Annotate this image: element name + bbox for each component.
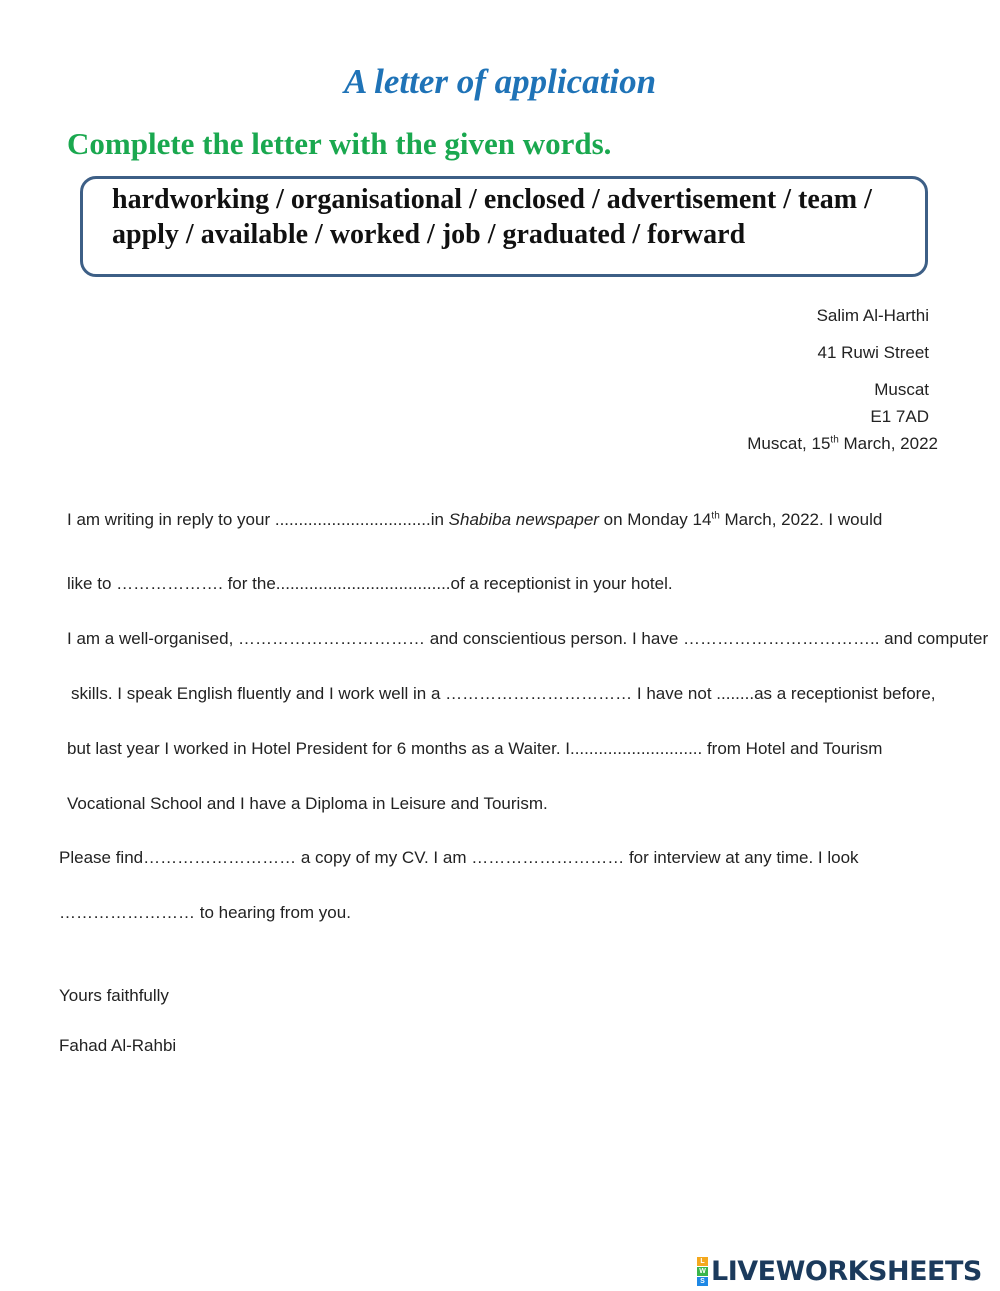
logo-square-w: W bbox=[697, 1267, 708, 1276]
sender-postcode: E1 7AD bbox=[870, 407, 929, 426]
sender-street: 41 Ruwi Street bbox=[817, 343, 929, 362]
letter-line-4: skills. I speak English fluently and I work well in a …………………………… I have not ........as a receptionist before, bbox=[71, 684, 936, 703]
letter-line-6: Vocational School and I have a Diploma in Leisure and Tourism. bbox=[67, 794, 548, 813]
letter-date: Muscat, 15th March, 2022 bbox=[747, 434, 938, 453]
letter-line-7: Please find……………………… a copy of my CV. I am ……………………… for interview at any time. I look bbox=[59, 848, 859, 867]
sender-name: Salim Al-Harthi bbox=[816, 306, 929, 325]
letter-line-3: I am a well-organised, …………………………… and conscientious person. I have …………………………….. and computer bbox=[67, 629, 989, 648]
letter-line-1: I am writing in reply to your .................................in Shabiba newspaper on Monday 14th March, 2022. I would bbox=[67, 510, 883, 529]
liveworksheets-logo bbox=[697, 1254, 982, 1288]
letter-line-8: …………………… to hearing from you. bbox=[59, 903, 351, 922]
letter-line-5: but last year I worked in Hotel President for 6 months as a Waiter. I............................ from Hotel and Tourism bbox=[67, 739, 883, 758]
logo-square-l: L bbox=[697, 1257, 708, 1266]
logo-squares-icon bbox=[697, 1257, 708, 1286]
letter-closing: Yours faithfully bbox=[59, 986, 169, 1005]
instruction-heading: Complete the letter with the given words. bbox=[67, 126, 612, 161]
sender-city: Muscat bbox=[874, 380, 929, 399]
page-title: A letter of application bbox=[343, 62, 657, 101]
letter-signature: Fahad Al-Rahbi bbox=[59, 1036, 177, 1055]
word-bank-line-2: apply / available / worked / job / graduated / forward bbox=[112, 219, 746, 250]
letter-line-2: like to ………………. for the.....................................of a receptionist in your hotel. bbox=[67, 574, 673, 593]
word-bank-line-1: hardworking / organisational / enclosed / advertisement / team / bbox=[112, 184, 872, 215]
logo-text: LIVEWORKSHEETS bbox=[711, 1255, 982, 1287]
logo-square-s: S bbox=[697, 1277, 708, 1286]
